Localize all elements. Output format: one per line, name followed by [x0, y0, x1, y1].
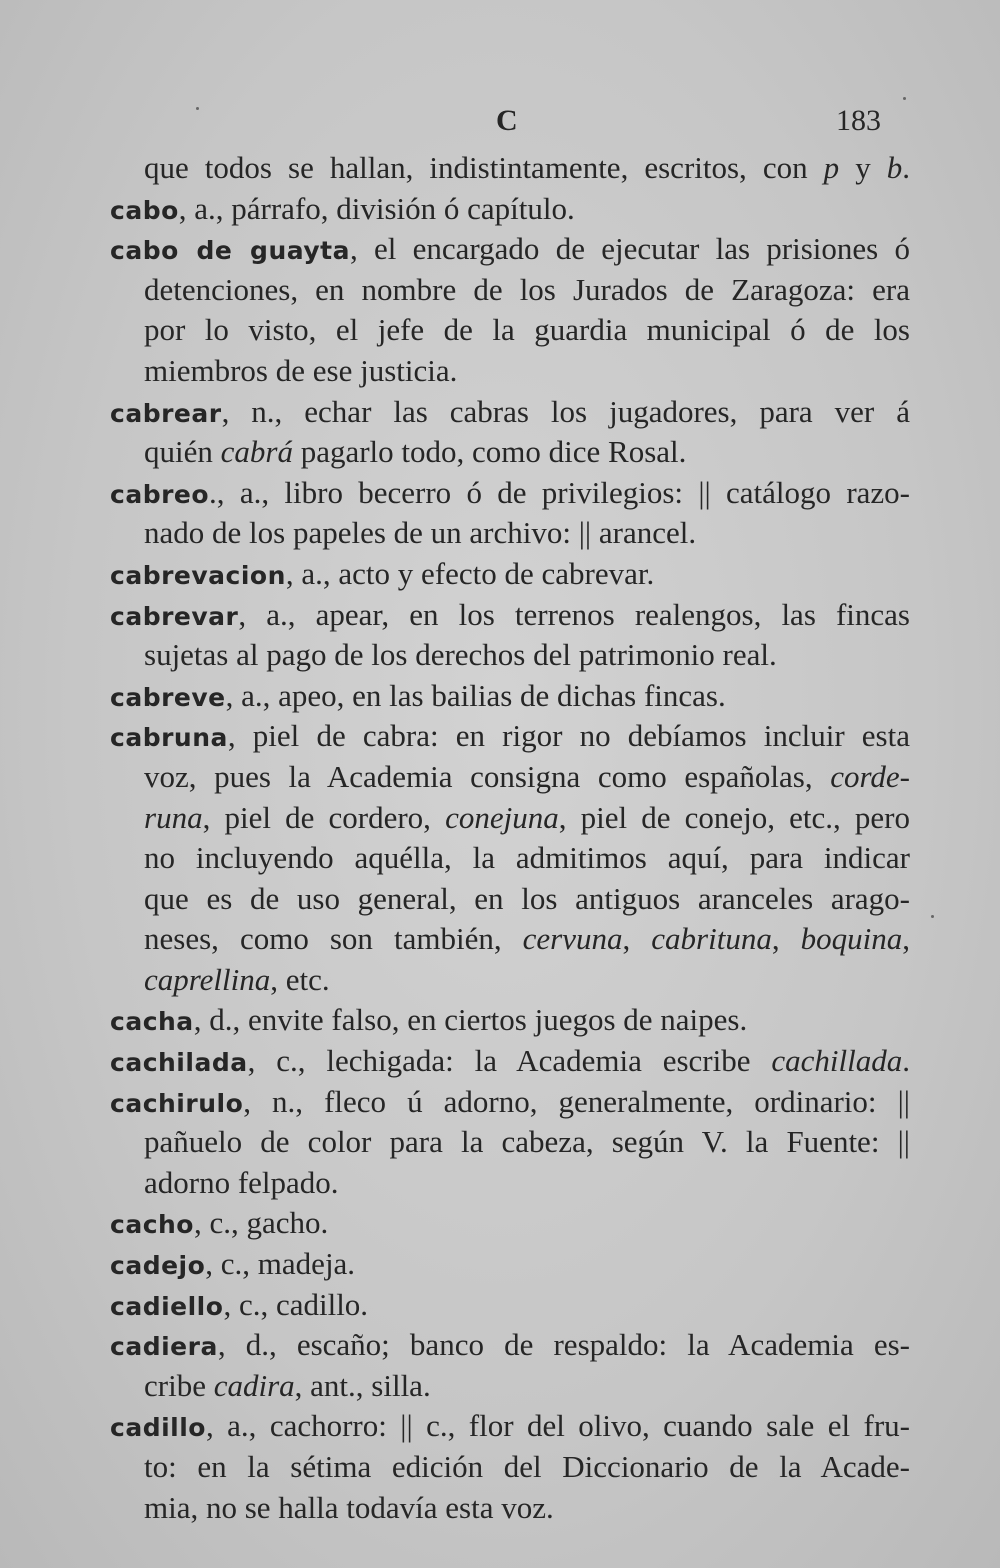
definition-text: pañuelo de color para la cabeza, según V. la Fuente: ||: [144, 1124, 910, 1160]
continuation-line: [110, 1163, 910, 1204]
continuation-line: [110, 960, 910, 1001]
continuation-line: [110, 879, 910, 920]
definition-text: ,: [902, 921, 910, 957]
definition-text: , c., gacho.: [193, 1205, 329, 1241]
italic-term: b: [886, 150, 903, 185]
headword: cachilada: [110, 1048, 248, 1078]
definition-text: , a., acto y efecto de cabrevar.: [285, 555, 655, 591]
definition-text: sujetas al pago de los derechos del patrimonio real.: [144, 637, 777, 673]
continuation-line: [110, 432, 910, 473]
entry-line: [110, 595, 910, 636]
definition-text: neses, como son también,: [144, 921, 523, 957]
headword: cabrevar: [110, 601, 239, 631]
headword: cabruna: [110, 723, 228, 753]
running-head: [0, 104, 1000, 148]
continuation-line: [110, 798, 910, 839]
headword: cabrevacion: [110, 560, 286, 590]
definition-text: nado de los papeles de un archivo: || arancel.: [144, 515, 697, 551]
entry-line: [110, 1325, 910, 1366]
definition-text: , a., cachorro: || c., flor del olivo, cuando sale el fru-: [205, 1408, 910, 1444]
definition-text: .: [902, 1043, 910, 1079]
continuation-line: [110, 1488, 910, 1529]
italic-term: runa: [144, 799, 203, 835]
entry-line: [110, 473, 910, 514]
entry-line: [110, 1244, 910, 1285]
entry-line: [110, 1285, 910, 1326]
entry-line: [110, 1203, 910, 1244]
definition-text: , etc.: [270, 961, 330, 997]
definition-text: que todos se hallan, indistintamente, escritos, con: [144, 150, 824, 185]
continuation-line: [110, 1122, 910, 1163]
section-letter: C: [496, 104, 519, 137]
italic-term: corde-: [830, 758, 910, 794]
definition-text: cribe: [144, 1367, 214, 1403]
italic-term: conejuna: [445, 799, 559, 835]
continuation-line: [110, 1366, 910, 1407]
definition-text: que es de uso general, en los antiguos aranceles arago-: [144, 880, 910, 916]
print-speck: [196, 107, 199, 110]
definition-text: quién: [144, 434, 221, 470]
italic-term: cadira: [213, 1367, 295, 1403]
entry-line: [110, 1041, 910, 1082]
definition-text: miembros de ese justicia.: [144, 352, 458, 388]
entry-line: [110, 1406, 910, 1447]
definition-text: ,: [622, 921, 652, 957]
italic-term: p: [823, 150, 840, 185]
dictionary-text: [110, 148, 910, 1528]
definition-text: detenciones, en nombre de los Jurados de Zaragoza: era: [144, 271, 910, 307]
continuation-line: [110, 310, 910, 351]
italic-term: cabrituna: [651, 921, 772, 957]
definition-text: mia, no se halla todavía esta voz.: [144, 1489, 554, 1525]
entry-line: [110, 676, 910, 717]
entry-line: [110, 1000, 910, 1041]
definition-text: , ant., silla.: [294, 1367, 431, 1403]
print-speck: [903, 97, 906, 100]
headword: cadillo: [110, 1413, 206, 1443]
definition-text: , a., apeo, en las bailias de dichas fincas.: [225, 677, 726, 713]
continuation-line: [110, 351, 910, 392]
italic-term: cachillada: [771, 1043, 903, 1079]
continuation-line: [110, 148, 910, 189]
page-number: 183: [836, 104, 881, 137]
entry-line: [110, 716, 910, 757]
italic-term: caprellina: [144, 961, 271, 997]
headword: cadiello: [110, 1291, 224, 1321]
definition-text: , piel de cordero,: [202, 799, 446, 835]
continuation-line: [110, 270, 910, 311]
entry-line: [110, 1082, 910, 1123]
headword: cabo de guayta: [110, 236, 350, 266]
definition-text: no incluyendo aquélla, la admitimos aquí, para indicar: [144, 840, 910, 876]
continuation-line: [110, 919, 910, 960]
definition-text: , c., lechigada: la Academia escribe: [247, 1043, 772, 1079]
headword: cabreo: [110, 479, 210, 509]
entry-line: [110, 554, 910, 595]
definition-text: , c., madeja.: [205, 1246, 356, 1282]
headword: cabo: [110, 195, 179, 225]
entry-line: [110, 392, 910, 433]
headword: cadejo: [110, 1251, 206, 1281]
continuation-line: [110, 635, 910, 676]
definition-text: pagarlo todo, como dice Rosal.: [292, 434, 687, 470]
definition-text: , a., párrafo, división ó capítulo.: [178, 190, 575, 226]
continuation-line: [110, 513, 910, 554]
headword: cacha: [110, 1007, 194, 1037]
print-speck: [931, 915, 934, 918]
italic-term: cervuna: [522, 921, 623, 957]
definition-text: ,: [771, 921, 801, 957]
definition-text: adorno felpado.: [144, 1164, 339, 1200]
entry-line: [110, 189, 910, 230]
headword: cadiera: [110, 1332, 218, 1362]
definition-text: , d., envite falso, en ciertos juegos de naipes.: [193, 1002, 748, 1038]
definition-text: y: [839, 150, 887, 185]
definition-text: , piel de cabra: en rigor no debíamos incluir esta: [227, 718, 910, 754]
headword: cabreve: [110, 682, 226, 712]
definition-text: , piel de conejo, etc., pero: [558, 799, 910, 835]
definition-text: , n., fleco ú adorno, generalmente, ordinario: ||: [243, 1083, 910, 1119]
entry-line: [110, 229, 910, 270]
definition-text: , a., apear, en los terrenos realengos, las fincas: [238, 596, 910, 632]
continuation-line: [110, 1447, 910, 1488]
headword: cabrear: [110, 398, 222, 428]
headword: cachirulo: [110, 1088, 244, 1118]
definition-text: por lo visto, el jefe de la guardia municipal ó de los: [144, 312, 910, 348]
headword: cacho: [110, 1210, 194, 1240]
definition-text: voz, pues la Academia consigna como españolas,: [144, 758, 831, 794]
definition-text: , el encargado de ejecutar las prisiones ó: [349, 231, 910, 267]
definition-text: , c., cadillo.: [223, 1286, 369, 1322]
definition-text: to: en la sétima edición del Diccionario de la Acade-: [144, 1449, 910, 1484]
continuation-line: [110, 757, 910, 798]
continuation-line: [110, 838, 910, 879]
definition-text: , n., echar las cabras los jugadores, para ver á: [221, 393, 910, 429]
definition-text: .: [902, 150, 910, 185]
italic-term: boquina: [800, 921, 903, 957]
definition-text: ., a., libro becerro ó de privilegios: || catálogo razo-: [209, 474, 910, 510]
italic-term: cabrá: [220, 434, 293, 470]
definition-text: , d., escaño; banco de respaldo: la Academia es-: [217, 1327, 910, 1363]
